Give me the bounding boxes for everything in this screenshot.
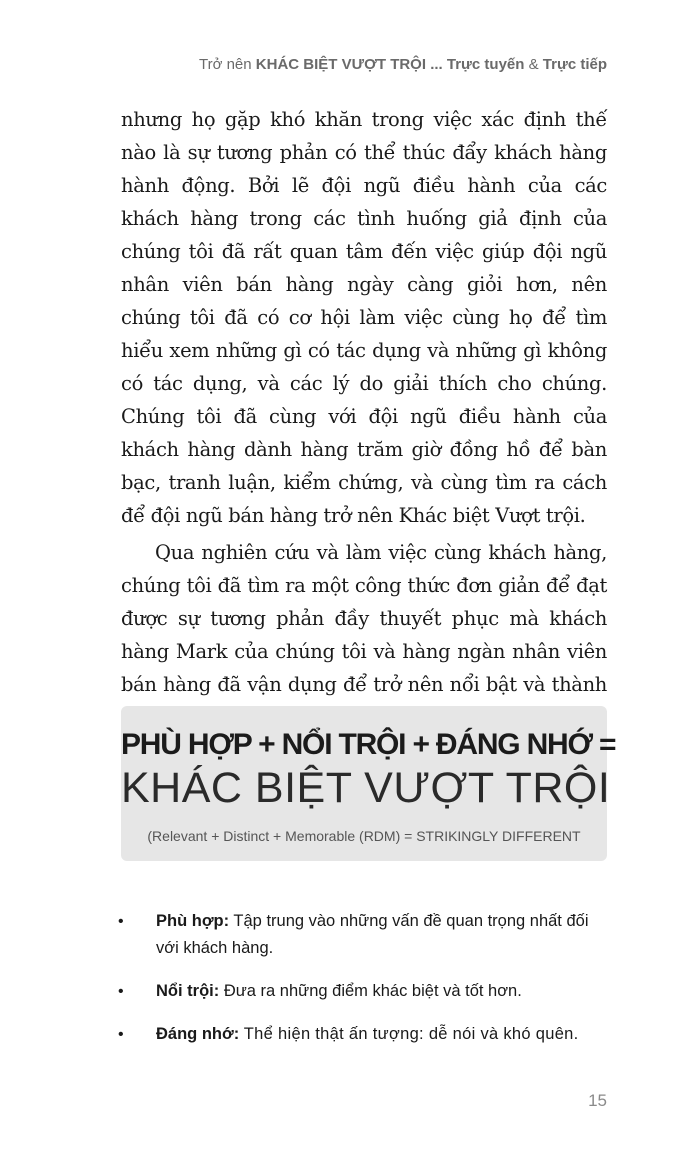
bullet-description: Tập trung vào những vấn đề quan trọng nhất đối với khách hàng.: [156, 912, 589, 957]
header-part-6: Trực tiếp: [542, 56, 607, 73]
bullet-description: Đưa ra những điểm khác biệt và tốt hơn.: [219, 982, 522, 1000]
formula-box: [121, 706, 616, 861]
bullet-item: [118, 978, 610, 1005]
bullet-item: [118, 1021, 610, 1048]
header-part-1: Trở nên: [198, 56, 256, 73]
bullet-list: [118, 908, 610, 1064]
bullet-dot-icon: •: [118, 983, 124, 1000]
bullet-term: Phù hợp:: [156, 912, 230, 930]
bullet-term: Đáng nhớ:: [156, 1025, 240, 1043]
header-part-2: KHÁC BIỆT VƯỢT TRỘI: [255, 56, 427, 73]
paragraph-1: nhưng họ gặp khó khăn trong việc xác định thế nào là sự tương phản có thể thúc đẩy khách hàng hành động. Bởi lẽ đội ngũ điều hành của các khách hàng trong các tình huống giả định của chúng tôi đã rất quan tâm đến việc giúp đội ngũ nhân viên bán hàng ngày càng giỏi hơn, nên chúng tôi đã có cơ hội làm việc cùng họ để tìm hiểu xem những gì có tác dụng và những gì không có tác dụng, và các lý do giải thích cho chúng. Chúng tôi đã cùng với đội ngũ điều hành của khách hàng dành hàng trăm giờ đồng hồ để bàn bạc, tranh luận, kiểm chứng, và cùng tìm ra cách để đội ngũ bán hàng trở nên Khác biệt Vượt trội.: [121, 108, 607, 527]
bullet-dot-icon: •: [118, 1026, 124, 1043]
bullet-dot-icon: •: [118, 913, 124, 930]
header-part-3: ...: [426, 56, 447, 73]
paragraph-2: Qua nghiên cứu và làm việc cùng khách hàng, chúng tôi đã tìm ra một công thức đơn giản để đạt được sự tương phản đầy thuyết phục mà khách hàng Mark của chúng tôi và hàng ngàn nhân viên bán hàng đã vận dụng để trở nên nổi bật và thành: [121, 541, 607, 696]
formula-main-line: KHÁC BIỆT VƯỢT TRỘI: [121, 764, 611, 812]
header-part-4: Trực tuyến: [446, 56, 525, 73]
formula-top-line: PHÙ HỢP + NỔI TRỘI + ĐÁNG NHỚ =: [121, 728, 616, 761]
bullet-item: [118, 908, 610, 962]
running-header: [199, 56, 607, 73]
bullet-description: Thể hiện thật ấn tượng: dễ nói và khó quên.: [239, 1025, 579, 1043]
formula-subtitle: (Relevant + Distinct + Memorable (RDM) = STRIKINGLY DIFFERENT: [147, 828, 581, 844]
bullet-term: Nổi trội:: [156, 982, 220, 1000]
body-text: [121, 103, 607, 734]
page-number: 15: [588, 1091, 607, 1110]
header-part-5: &: [524, 56, 543, 73]
